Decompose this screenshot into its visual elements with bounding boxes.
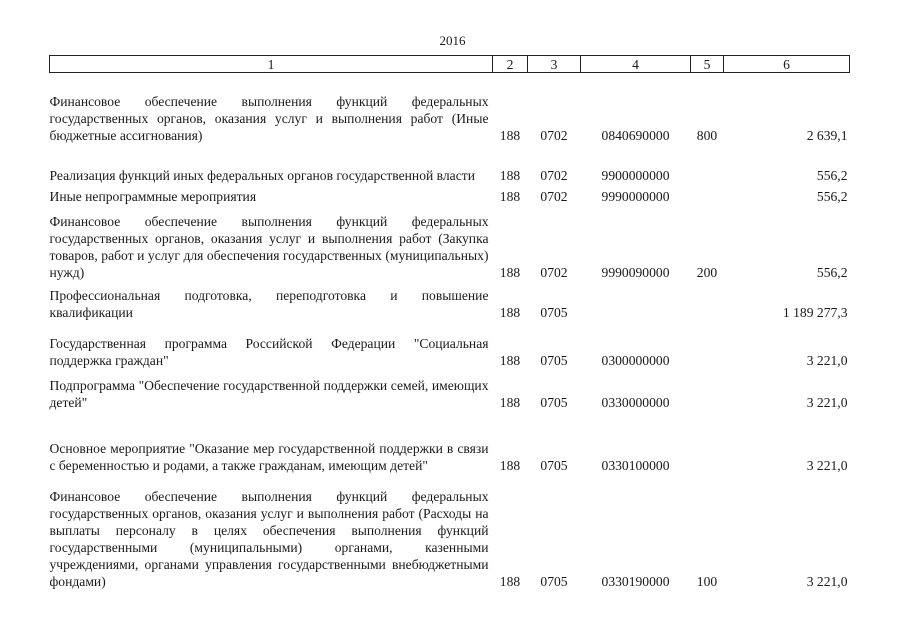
row-ministry-code: 188 [499, 127, 521, 143]
row-section-code: 0702 [540, 264, 568, 280]
column-header-1: 1 [50, 56, 493, 73]
table-row [50, 411, 850, 474]
row-amount: 556,2 [816, 188, 848, 204]
row-ministry-code: 188 [499, 573, 521, 589]
row-target-article: 0300000000 [601, 352, 670, 368]
row-amount: 556,2 [816, 167, 848, 183]
row-expense-type [691, 321, 724, 369]
page-number: 2016 [439, 33, 466, 48]
column-header-2: 2 [493, 56, 528, 73]
row-amount: 3 221,0 [806, 573, 848, 589]
row-name: Подпрограмма "Обеспечение государственной поддержки семей, имеющих детей" [49, 377, 489, 410]
table-row [50, 205, 850, 281]
row-target-article: 0330000000 [601, 394, 670, 410]
row-amount: 3 221,0 [806, 394, 848, 410]
row-target-article: 9900000000 [601, 167, 670, 183]
row-target-article: 0330190000 [601, 573, 670, 589]
row-expense-type: 100 [696, 573, 718, 589]
row-section-code: 0705 [540, 457, 568, 473]
row-amount: 556,2 [816, 264, 848, 280]
row-section-code: 0702 [540, 167, 568, 183]
row-amount: 3 221,0 [806, 457, 848, 473]
table-header-row [50, 56, 850, 73]
table-row [50, 474, 850, 590]
table-row [50, 144, 850, 184]
row-section-code: 0705 [540, 304, 568, 320]
row-name: Государственная программа Российской Федерации "Социальная поддержка граждан" [49, 335, 489, 368]
row-target-article [581, 281, 691, 321]
table-row [50, 281, 850, 321]
row-ministry-code: 188 [499, 188, 521, 204]
row-amount: 1 189 277,3 [782, 304, 848, 320]
row-name: Основное мероприятие "Оказание мер государственной поддержки в связи с беременностью и родами, а также гражданам, имеющим детей" [49, 440, 489, 473]
column-header-6: 6 [724, 56, 850, 73]
row-section-code: 0702 [540, 127, 568, 143]
row-expense-type [691, 281, 724, 321]
table-row [50, 184, 850, 205]
row-name: Профессиональная подготовка, переподготовка и повышение квалификации [49, 287, 489, 320]
column-header-5: 5 [691, 56, 724, 73]
row-section-code: 0705 [540, 573, 568, 589]
row-ministry-code: 188 [499, 457, 521, 473]
table-row [50, 321, 850, 369]
row-amount: 2 639,1 [806, 127, 848, 143]
row-ministry-code: 188 [499, 167, 521, 183]
row-ministry-code: 188 [499, 304, 521, 320]
row-target-article: 0840690000 [601, 127, 670, 143]
row-name: Реализация функций иных федеральных органов государственной власти [49, 167, 475, 183]
row-ministry-code: 188 [499, 352, 521, 368]
row-amount: 3 221,0 [806, 352, 848, 368]
row-expense-type [691, 144, 724, 184]
row-expense-type [691, 369, 724, 411]
row-section-code: 0702 [540, 188, 568, 204]
row-section-code: 0705 [540, 352, 568, 368]
row-target-article: 9990090000 [601, 264, 670, 280]
row-ministry-code: 188 [499, 264, 521, 280]
table-row [50, 73, 850, 144]
row-name: Финансовое обеспечение выполнения функций федеральных государственных органов, оказания услуг и выполнения работ (Закупка товаров, работ и услуг для обеспечения государственных (муниципальных) нужд) [49, 213, 489, 280]
budget-table [49, 55, 850, 590]
row-expense-type [691, 184, 724, 205]
column-header-3: 3 [528, 56, 581, 73]
row-name: Иные непрограммные мероприятия [49, 188, 257, 204]
row-name: Финансовое обеспечение выполнения функций федеральных государственных органов, оказания услуг и выполнения работ (Расходы на выплаты персоналу в целях обеспечения выполнения функций государственными (муниципальными) органами, казенными учреждениями, органами управления государственными внебюджетными фондами) [49, 488, 489, 589]
row-expense-type: 200 [696, 264, 718, 280]
column-header-4: 4 [581, 56, 691, 73]
row-section-code: 0705 [540, 394, 568, 410]
row-expense-type [691, 411, 724, 474]
row-expense-type: 800 [696, 127, 718, 143]
row-ministry-code: 188 [499, 394, 521, 410]
table-row [50, 369, 850, 411]
row-name: Финансовое обеспечение выполнения функций федеральных государственных органов, оказания услуг и выполнения работ (Иные бюджетные ассигнования) [49, 93, 489, 143]
row-target-article: 9990000000 [601, 188, 670, 204]
row-target-article: 0330100000 [601, 457, 670, 473]
